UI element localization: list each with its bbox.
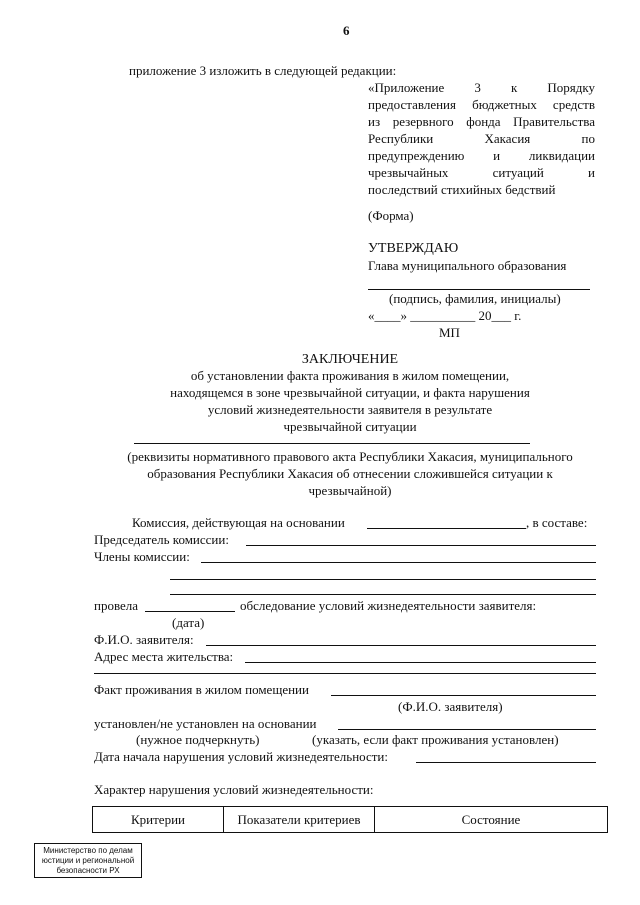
underline-hint: (нужное подчеркнуть) bbox=[136, 732, 260, 747]
header-state: Состояние bbox=[375, 807, 608, 833]
address-field[interactable] bbox=[245, 662, 596, 663]
chairman-field[interactable] bbox=[246, 545, 596, 546]
header-criteria: Критерии bbox=[93, 807, 224, 833]
applicant-hint: (Ф.И.О. заявителя) bbox=[398, 699, 503, 714]
ministry-stamp bbox=[34, 843, 142, 878]
form-label: (Форма) bbox=[368, 208, 414, 223]
violation-start-label: Дата начала нарушения условий жизнедеятельности: bbox=[94, 749, 388, 764]
page-number: 6 bbox=[343, 23, 350, 38]
annex-line: предупреждению и ликвидации bbox=[368, 148, 595, 163]
residence-fact-label: Факт проживания в жилом помещении bbox=[94, 682, 309, 697]
intro-text: приложение 3 изложить в следующей редакции: bbox=[129, 63, 397, 78]
stamp-line: безопасности РХ bbox=[56, 866, 120, 875]
violation-start-field[interactable] bbox=[416, 762, 596, 763]
subtitle-line: находящемся в зоне чрезвычайной ситуации, и факта нарушения bbox=[170, 385, 530, 400]
table-header-row bbox=[93, 807, 608, 833]
established-label: установлен/не установлен на основании bbox=[94, 716, 317, 731]
residence-fact-field[interactable] bbox=[331, 695, 596, 696]
signature-hint: (подпись, фамилия, инициалы) bbox=[389, 291, 561, 306]
requisites-line-text: образования Республики Хакасия об отнесении сложившейся ситуации к bbox=[147, 466, 553, 481]
requisites-block bbox=[90, 448, 610, 499]
conducted-date-field[interactable] bbox=[145, 611, 235, 612]
annex-block bbox=[368, 79, 595, 198]
subtitle-line: об установлении факта проживания в жилом помещении, bbox=[190, 368, 510, 383]
commission-suffix: , в составе: bbox=[526, 515, 588, 530]
annex-line: чрезвычайных ситуаций и bbox=[368, 165, 595, 180]
established-field[interactable] bbox=[338, 729, 596, 730]
conducted-suffix: обследование условий жизнедеятельности заявителя: bbox=[240, 598, 537, 613]
applicant-field[interactable] bbox=[206, 645, 596, 646]
subtitle-line: условий жизнедеятельности заявителя в результате bbox=[207, 402, 493, 417]
chairman-label: Председатель комиссии: bbox=[94, 532, 229, 547]
commission-prefix: Комиссия, действующая на основании bbox=[132, 515, 345, 530]
conducted-prefix: провела bbox=[94, 598, 139, 613]
seal-label: МП bbox=[439, 325, 460, 340]
members-field-3[interactable] bbox=[170, 594, 596, 595]
stamp-line: Министерство по делам bbox=[43, 846, 133, 855]
members-field[interactable] bbox=[201, 562, 596, 563]
members-label: Члены комиссии: bbox=[94, 549, 190, 564]
annex-line: предоставления бюджетных средств bbox=[368, 97, 595, 112]
conclusion-title: ЗАКЛЮЧЕНИЕ bbox=[301, 352, 399, 367]
violation-character-label: Характер нарушения условий жизнедеятельности: bbox=[94, 782, 374, 797]
criteria-table bbox=[92, 806, 608, 833]
address-field-2[interactable] bbox=[94, 673, 596, 674]
annex-line: Республики Хакасия по bbox=[368, 131, 595, 146]
members-field-2[interactable] bbox=[170, 579, 596, 580]
approve-title: УТВЕРЖДАЮ bbox=[368, 241, 459, 256]
conclusion-subtitle bbox=[80, 367, 620, 435]
requisites-line-text: чрезвычайной) bbox=[308, 483, 392, 498]
annex-line: «Приложение 3 к Порядку bbox=[368, 80, 595, 95]
address-label: Адрес места жительства: bbox=[94, 649, 234, 664]
requisites-line-text: (реквизиты нормативного правового акта Республики Хакасия, муниципального bbox=[127, 449, 573, 464]
approve-position: Глава муниципального образования bbox=[368, 258, 567, 273]
date-hint: (дата) bbox=[172, 615, 205, 630]
annex-line: из резервного фонда Правительства bbox=[368, 114, 595, 129]
annex-line: последствий стихийных бедствий bbox=[368, 182, 556, 197]
requisites-line bbox=[134, 443, 530, 444]
header-indicators: Показатели критериев bbox=[224, 807, 375, 833]
applicant-label: Ф.И.О. заявителя: bbox=[94, 632, 194, 647]
stamp-line: юстиции и региональной bbox=[41, 856, 135, 865]
approve-date: «____» __________ 20___ г. bbox=[368, 308, 522, 323]
subtitle-line: чрезвычайной ситуации bbox=[283, 419, 417, 434]
commission-basis-field[interactable] bbox=[367, 528, 526, 529]
specify-hint: (указать, если факт проживания установлен) bbox=[312, 732, 559, 747]
